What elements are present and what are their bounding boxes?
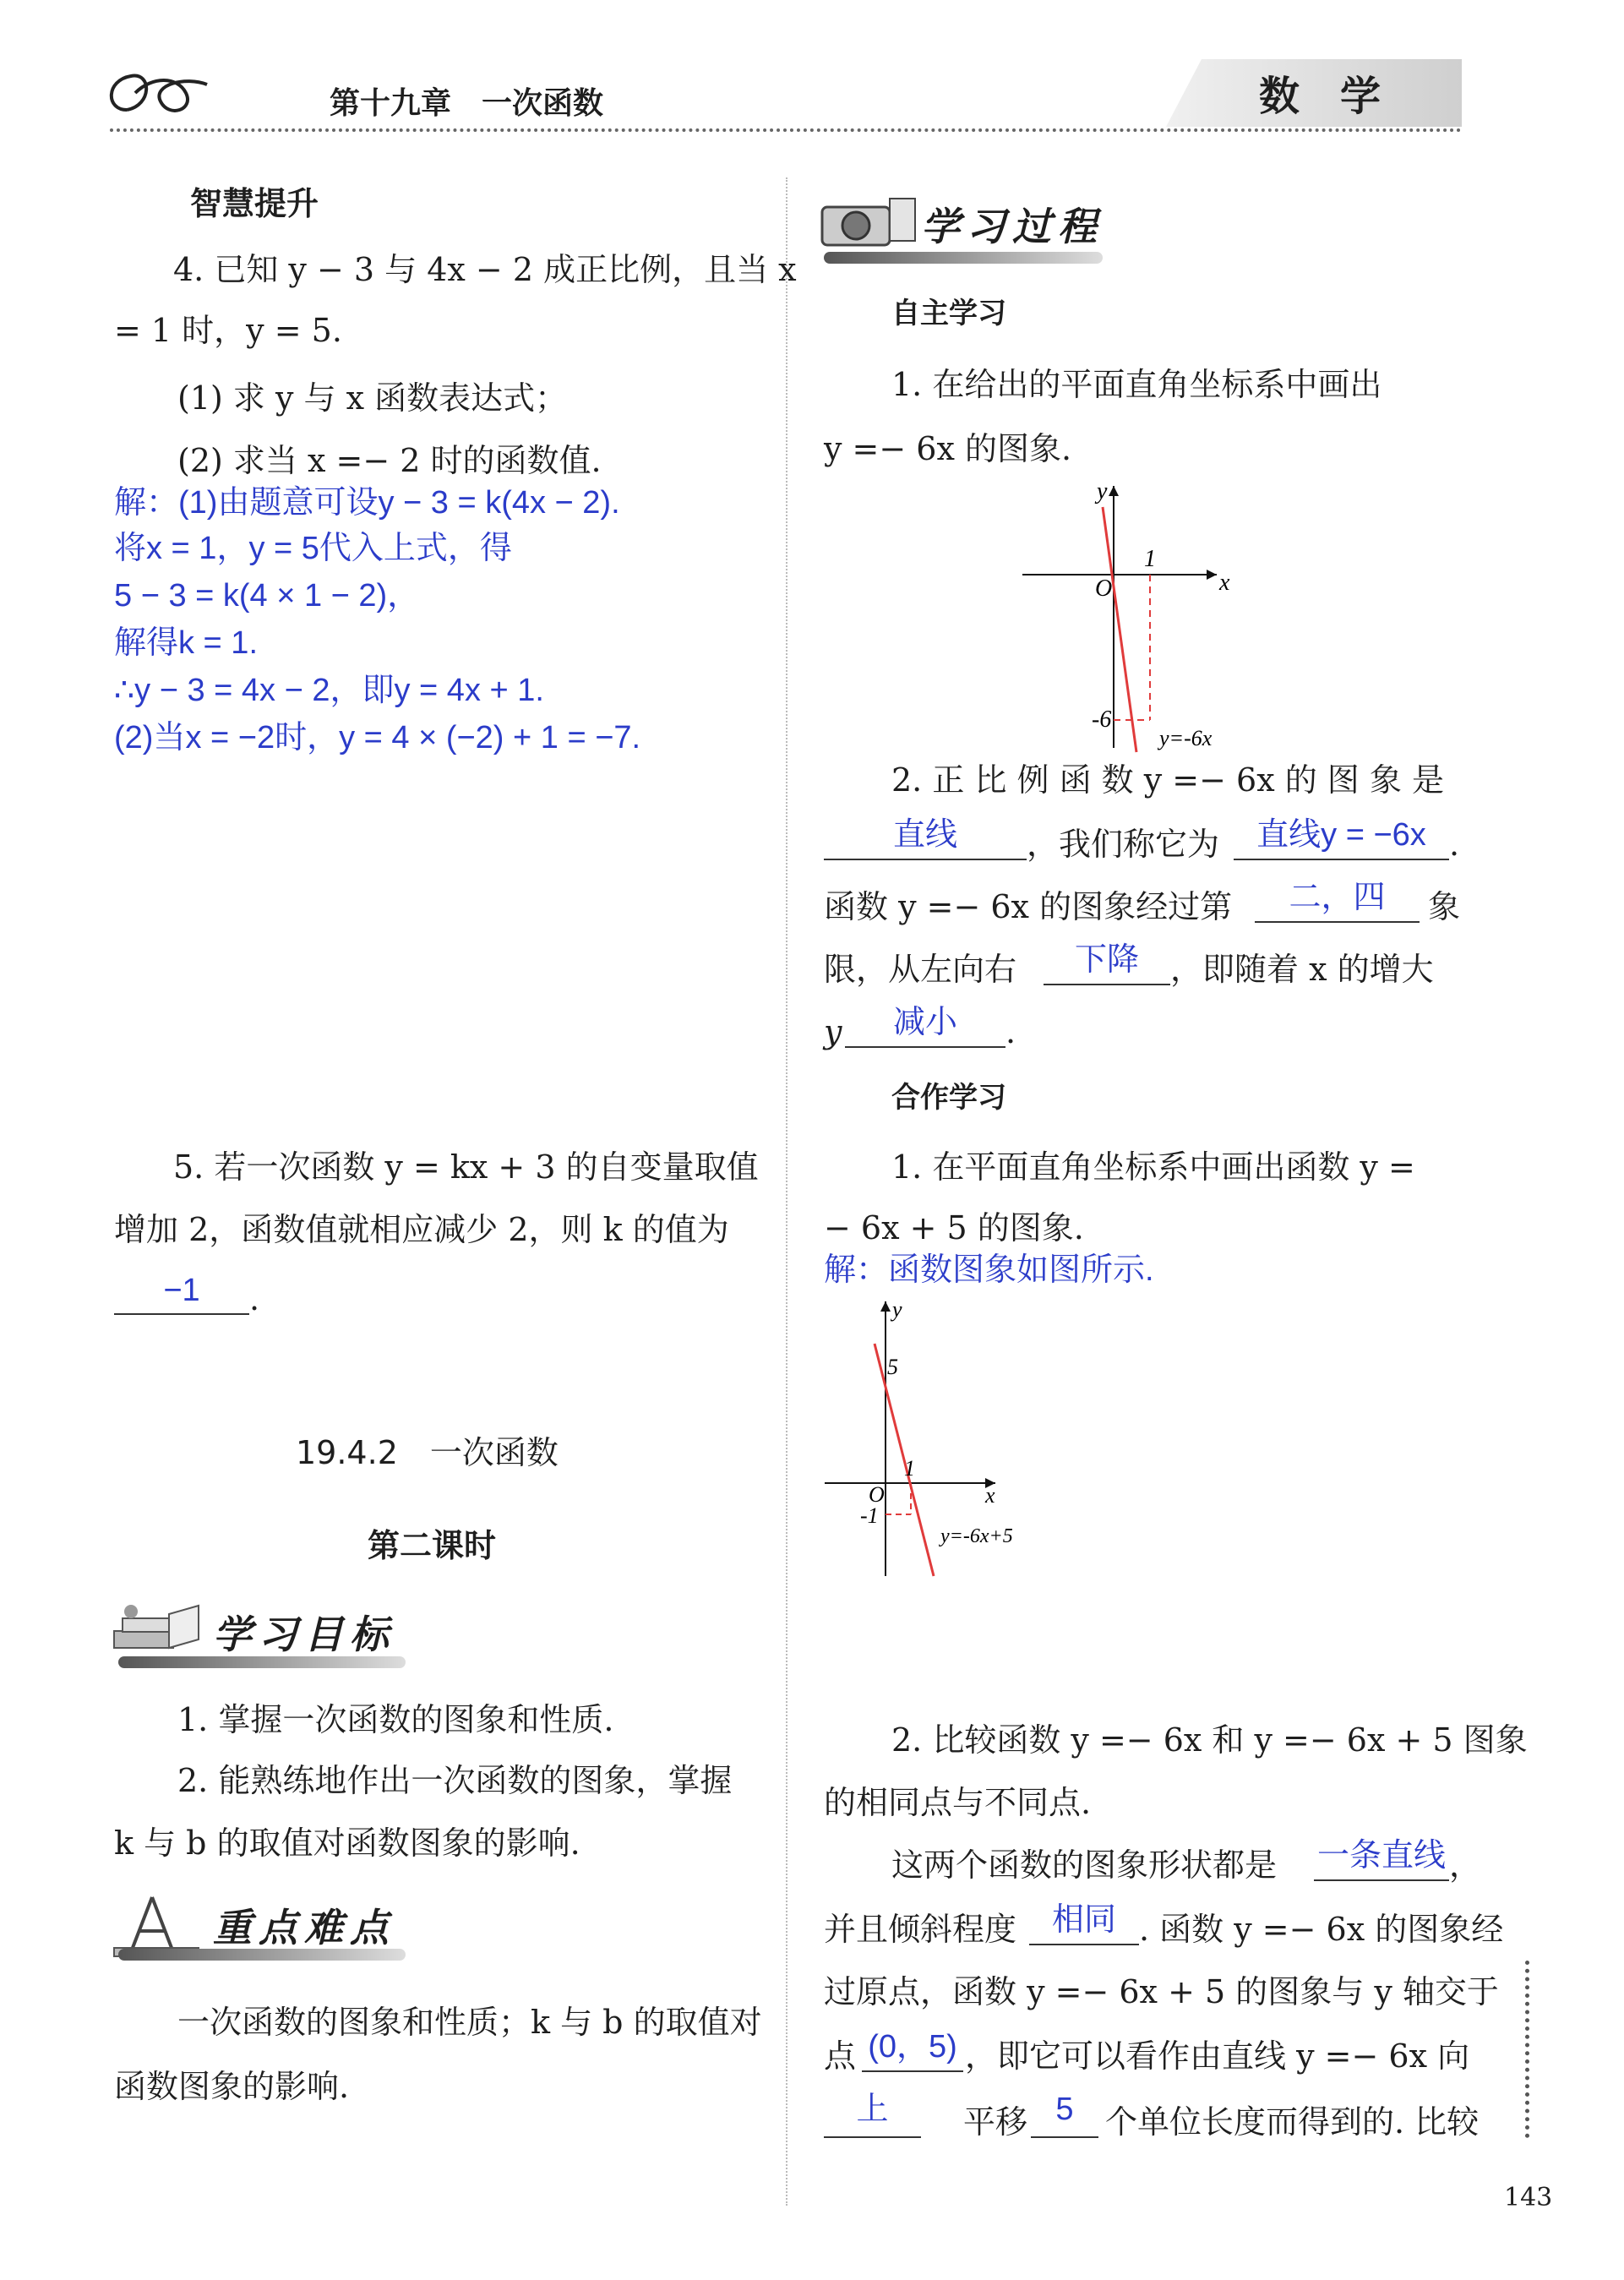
r-q2-line1: 2. 正 比 例 函 数 y =− 6x 的 图 象 是 <box>891 761 1444 799</box>
header-dotted-rule <box>110 128 1462 132</box>
q5-line2: 增加 2，函数值就相应减少 2，则 k 的值为 <box>114 1211 729 1248</box>
r-c2-l3b: ， <box>1449 1846 1482 1884</box>
r-q2-ans3: 二，四 <box>1289 880 1386 915</box>
g2-y-label: y <box>892 1297 902 1322</box>
self-study-title: 自主学习 <box>891 297 1006 330</box>
r-c2-l7b: 个单位长度而得到的. 比较 <box>1105 2103 1480 2141</box>
g1-x-arrow <box>1207 570 1217 580</box>
chapter-logo-icon <box>101 59 220 127</box>
r-c2-a2: 相同 <box>1051 1902 1116 1938</box>
q4-sub2: (2) 求当 x =− 2 时的函数值. <box>177 442 602 479</box>
g2-y-arrow <box>880 1301 891 1312</box>
camera-icon <box>818 190 919 258</box>
r-c2-a5: 5 <box>1055 2092 1074 2127</box>
r-q2-ans2: 直线y = −6x <box>1256 817 1426 853</box>
g2-five: 5 <box>887 1355 898 1379</box>
r-c2-l5: 过原点，函数 y =− 6x + 5 的图象与 y 轴交于 <box>824 1973 1499 2010</box>
process-title-underline <box>824 252 1103 264</box>
r-c2-a3: (0，5) <box>868 2029 957 2065</box>
margin-dots <box>1525 1961 1529 2138</box>
r-q2-line5b: . <box>1005 1013 1016 1050</box>
r-c2-l4b: . 函数 y =− 6x 的图象经 <box>1139 1911 1504 1948</box>
r-q2-line5a: y <box>824 1013 842 1050</box>
r-q1-line1: 1. 在给出的平面直角坐标系中画出 <box>891 366 1382 403</box>
goal-3: k 与 b 的取值对函数图象的影响. <box>114 1825 580 1862</box>
g1-x-label: x <box>1219 570 1230 596</box>
r-c2-line1: 2. 比较函数 y =− 6x 和 y =− 6x + 5 图象 <box>891 1721 1528 1759</box>
r-c2-l7a: 平移 <box>963 2103 1028 2141</box>
r-c2-l6b: ，即它可以看作由直线 y =− 6x 向 <box>965 2037 1470 2075</box>
r-q2-tail1: . <box>1449 826 1460 863</box>
key-title: 重点难点 <box>213 1905 395 1950</box>
g1-line-label: y=-6x <box>1159 726 1213 750</box>
key-line-2: 函数图象的影响. <box>114 2068 350 2105</box>
q4-sub1: (1) 求 y 与 x 函数表达式； <box>177 379 568 417</box>
r-q2-mid1: ，我们称它为 <box>1027 826 1220 863</box>
r-c2-l6a: 点 <box>824 2037 857 2075</box>
r-c2-a4: 上 <box>856 2092 889 2127</box>
q4-sol-1: 解：(1)由题意可设y − 3 = k(4x − 2). <box>114 485 620 521</box>
r-c2-a1: 一条直线 <box>1316 1838 1446 1874</box>
subject-label: 数 学 <box>1259 73 1381 120</box>
r-c1-sol: 解：函数图象如图所示. <box>824 1252 1154 1288</box>
r-c1-line1: 1. 在平面直角坐标系中画出函数 y = <box>891 1148 1415 1186</box>
q4-sol-3: 5 − 3 = k(4 × 1 − 2)， <box>114 578 420 614</box>
graph-y-eq-neg6x <box>1014 473 1293 761</box>
r-c2-line2: 的相同点与不同点. <box>824 1784 1092 1821</box>
goal-2: 2. 能熟练地作出一次函数的图象，掌握 <box>177 1762 733 1799</box>
g1-neg6: -6 <box>1092 706 1112 733</box>
q4-sol-6: (2)当x = −2时，y = 4 × (−2) + 1 = −7. <box>114 720 641 755</box>
r-q2-line4b: ，即随着 x 的增大 <box>1170 951 1434 988</box>
r-q2-line3b: 象 <box>1428 888 1461 925</box>
g1-one: 1 <box>1144 546 1156 572</box>
r-q2-ans5: 减小 <box>892 1005 957 1040</box>
process-title: 学习过程 <box>921 204 1104 249</box>
lesson-title: 第二课时 <box>368 1527 497 1564</box>
books-icon <box>110 1601 203 1661</box>
r-c1-line2: − 6x + 5 的图象. <box>824 1209 1084 1246</box>
section-number: 19.4.2 一次函数 <box>296 1434 559 1471</box>
q4-sol-4: 解得k = 1. <box>114 625 258 661</box>
g2-one: 1 <box>904 1456 915 1481</box>
q4-line2: = 1 时，y = 5. <box>114 312 342 349</box>
r-q2-ans4: 下降 <box>1074 942 1139 978</box>
q5-tail: . <box>249 1280 260 1317</box>
r-q2-line3a: 函数 y =− 6x 的图象经过第 <box>824 888 1233 925</box>
q4-sol-2: 将x = 1，y = 5代入上式，得 <box>114 531 512 566</box>
r-q1-line2: y =− 6x 的图象. <box>824 430 1072 467</box>
g2-x-label: x <box>985 1483 995 1508</box>
r-q2-ans1: 直线 <box>892 817 957 853</box>
q5-answer: −1 <box>163 1273 200 1308</box>
coop-title: 合作学习 <box>891 1081 1006 1115</box>
g2-line-label: y=-6x+5 <box>940 1525 1013 1547</box>
q5-line1: 5. 若一次函数 y = kx + 3 的自变量取值 <box>173 1148 759 1186</box>
g1-y-arrow <box>1109 486 1119 496</box>
g2-neg1: -1 <box>860 1503 879 1528</box>
goals-title: 学习目标 <box>213 1612 395 1657</box>
r-q2-line4a: 限，从左向右 <box>824 951 1017 988</box>
page-number: 143 <box>1504 2183 1553 2212</box>
r-c2-l3a: 这两个函数的图象形状都是 <box>891 1846 1278 1884</box>
q4-sol-5: ∴y − 3 = 4x − 2，即y = 4x + 1. <box>114 673 544 708</box>
q4-line1: 4. 已知 y − 3 与 4x − 2 成正比例，且当 x <box>173 251 797 288</box>
g2-origin: O <box>869 1482 885 1507</box>
g1-y-label: y <box>1097 478 1108 505</box>
column-divider <box>786 177 787 2206</box>
g1-origin: O <box>1095 575 1113 602</box>
r-c2-l4a: 并且倾斜程度 <box>824 1911 1017 1948</box>
chapter-title: 第十九章 一次函数 <box>330 86 604 121</box>
goal-1: 1. 掌握一次函数的图象和性质. <box>177 1701 614 1738</box>
zhihui-title: 智慧提升 <box>190 185 319 222</box>
key-line-1: 一次函数的图象和性质；k 与 b 的取值对 <box>177 2004 762 2041</box>
graph-y-eq-neg6x-plus-5 <box>818 1293 1071 1589</box>
